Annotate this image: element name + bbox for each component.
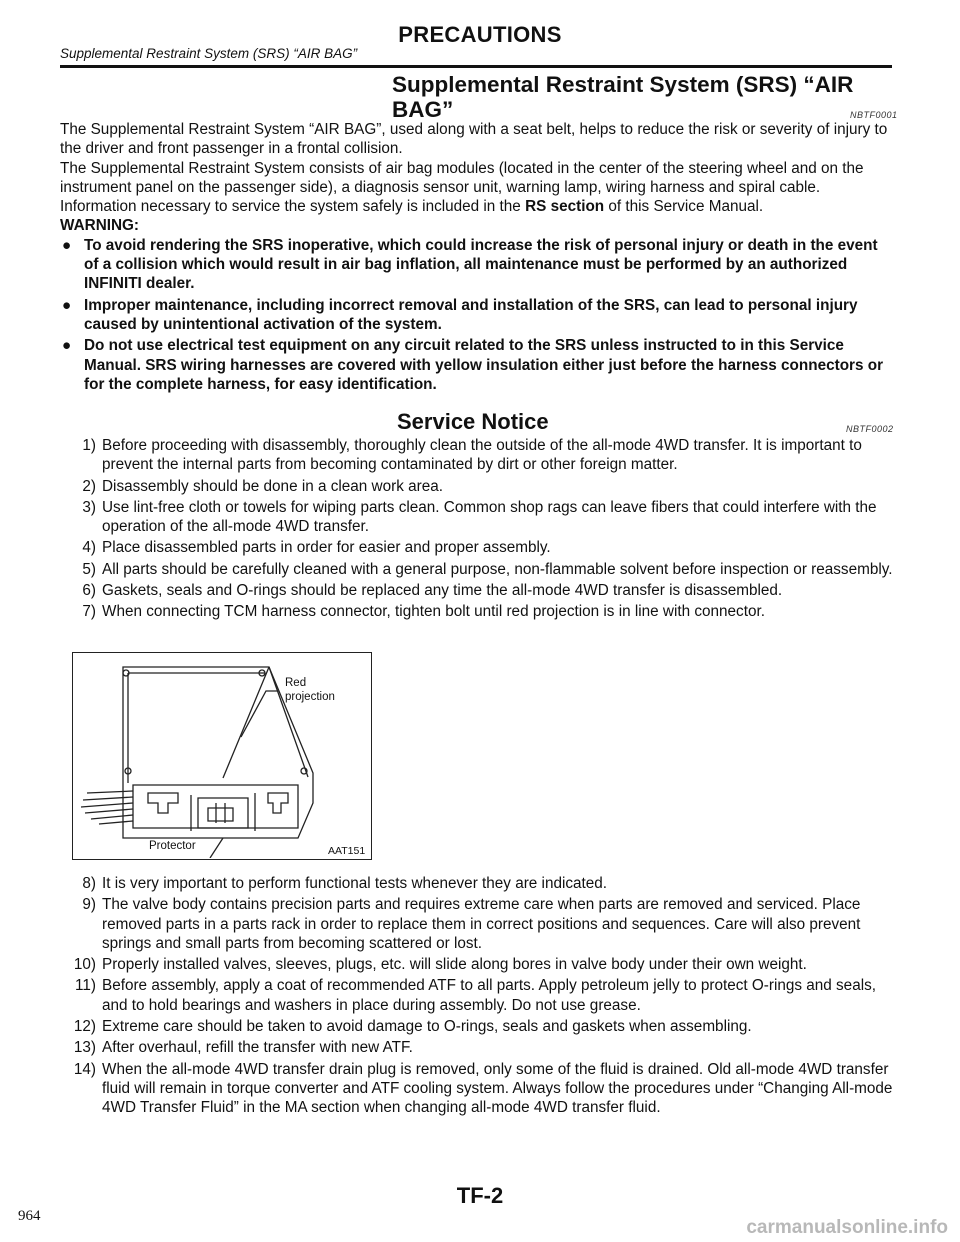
warning-label: WARNING: [60, 217, 140, 235]
watermark: carmanualsonline.info [746, 1217, 948, 1238]
warning-list [60, 236, 896, 394]
step-item: 6) Gaskets, seals and O-rings should be replaced any time the all-mode 4WD transfer is disassembled. [82, 582, 783, 600]
figure-code: AAT151 [328, 845, 366, 857]
header-rule [60, 65, 892, 68]
service-steps-a [60, 436, 896, 624]
bullet-icon: ● [62, 296, 72, 314]
step-item: 5) All parts should be carefully cleaned with a general purpose, non-flammable solvent before inspection or reassembly. [82, 560, 893, 578]
label-protector: Protector [149, 840, 196, 852]
step-item: 11) Before assembly, apply a coat of recommended ATF to all parts. Apply petroleum jelly to protect O-rings and seals, and to hold bearings and washers in place during assembly. Do not use grease. [75, 977, 876, 1014]
step-item: 3) Use lint-free cloth or towels for wiping parts clean. Common shop rags can leave fibers that could interfere with the operation of the all-mode 4WD transfer. [82, 498, 877, 536]
connector-figure [72, 652, 372, 860]
warning-item: ● Improper maintenance, including incorrect removal and installation of the SRS, can lead to personal injury caused by unintentional activation of the system. [62, 296, 858, 333]
label-projection: projection [285, 691, 335, 703]
step-item: 7) When connecting TCM harness connector, tighten bolt until red projection is in line with connector. [82, 603, 765, 621]
srs-paragraph-1: The Supplemental Restraint System “AIR BAG”, used along with a seat belt, helps to reduce the risk or severity of injury to the driver and front passenger in a frontal collision. [60, 121, 888, 158]
service-notice-code: NBTF0002 [846, 424, 894, 434]
bullet-icon: ● [62, 236, 72, 254]
label-red: Red [285, 677, 307, 689]
step-item: 1) Before proceeding with disassembly, thoroughly clean the outside of the all-mode 4WD transfer. It is important to prevent the internal parts from becoming contaminated by dirt or other foreign matter. [82, 437, 862, 474]
step-item: 10) Properly installed valves, sleeves, plugs, etc. will slide along bores in valve body under their own weight. [73, 956, 807, 974]
warning-item: ● To avoid rendering the SRS inoperative, which could increase the risk of personal injury or death in the event of a collision which would result in air bag inflation, all maintenance must be performed by an authorized INFINITI dealer. [62, 236, 878, 293]
step-item: 4) Place disassembled parts in order for easier and proper assembly. [82, 539, 551, 557]
connector-illustration [73, 653, 370, 858]
rs-section-ref: RS section [525, 198, 605, 216]
srs-paragraph-2: The Supplemental Restraint System consists of air bag modules (located in the center of the steering wheel and on the instrument panel on the passenger side), a diagnosis sensor unit, warning lamp, wiring harness and spiral cable. Information necessary to service the system safely is included in the RS section of this Service Manual. [60, 159, 864, 216]
service-notice-title: Service Notice [397, 409, 549, 434]
page-code: TF-2 [456, 1183, 504, 1208]
bullet-icon: ● [62, 337, 72, 355]
warning-item: ● Do not use electrical test equipment on any circuit related to the SRS unless instructed to in this Service Manual. SRS wiring harnesses are covered with yellow insulation either just before the harness connectors or for the complete harness, for easy identification. [62, 337, 884, 393]
section-title-line1: Supplemental Restraint System (SRS) “AIR [392, 72, 854, 97]
section-title-srs [392, 72, 892, 122]
step-item: 8) It is very important to perform functional tests whenever they are indicated. [82, 875, 608, 892]
section-title-line2: BAG” [392, 97, 454, 122]
step-item: 12) Extreme care should be taken to avoid damage to O-rings, seals and gaskets when assembling. [73, 1018, 752, 1036]
srs-body [60, 120, 896, 396]
step-item: 13) After overhaul, refill the transfer with new ATF. [73, 1039, 413, 1057]
service-steps-b [60, 874, 896, 1120]
section-code: NBTF0001 [850, 110, 898, 120]
running-head: Supplemental Restraint System (SRS) “AIR BAG” [60, 46, 358, 61]
page-title: PRECAUTIONS [398, 22, 562, 47]
step-item: 14) When the all-mode 4WD transfer drain plug is removed, only some of the fluid is drained. Old all-mode 4WD transfer fluid will remain in torque converter and ATF cooling system. Always follow the procedures under “Changing All-mode 4WD Transfer Fluid” in the MA section when changing all-mode 4WD transfer fluid. [73, 1060, 893, 1117]
step-item: 2) Disassembly should be done in a clean work area. [82, 477, 443, 495]
step-item: 9) The valve body contains precision parts and requires extreme care when parts are removed and serviced. Place removed parts in a parts rack in order to replace them in correct positions and sequences. Care will also prevent springs and small parts from becoming scattered or lost. [82, 896, 861, 952]
page-number: 964 [18, 1208, 41, 1224]
